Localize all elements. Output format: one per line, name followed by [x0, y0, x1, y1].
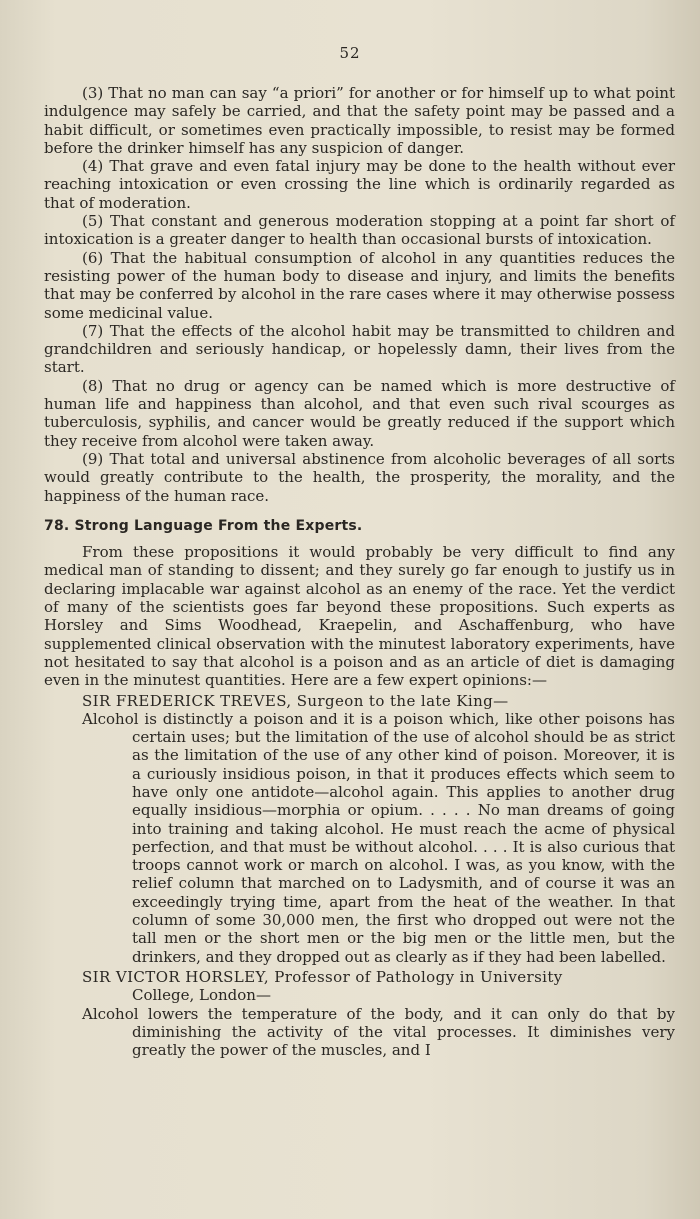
section-heading: 78. Strong Language From the Experts.: [44, 517, 363, 534]
proposition-8: (8) That no drug or agency can be named which is more destructive of human life and happiness than alcohol, and that even such rival scourges as tuberculosis, syphilis, and cancer would be greatly reduced if the support which they receive from alcohol were taken away.: [44, 376, 675, 450]
proposition-3: (3) That no man can say “a priori” for another or for himself up to what point indulgence may safely be carried, and that the safety point may be passed and a habit difficult, or sometimes even practically impossible, to resist may be formed before the drinker himself has any suspicion of danger.: [44, 84, 675, 157]
expert-title-continued: College, London—: [132, 986, 271, 1005]
page-body: [44, 84, 675, 1059]
section-intro: From these propositions it would probably be very difficult to find any medical man of standing to dissent; and they surely go far enough to justify us in declaring implacable war against alcohol as an enemy of the race. Yet the verdict of many of the scientists goes far beyond these propositions. Such experts as Horsley and Sims Woodhead, Kraepelin, and Aschaffenburg, who have supplemented clinical observation with the minutest laboratory experiments, have not hesitated to say that alcohol is a poison and as an article of diet is damaging even in the minutest quantities. Here are a few expert opinions:—: [44, 543, 675, 690]
expert-quote: Alcohol is distinctly a poison and it is a poison which, like other poisons has certain uses; but the limitation of the use of alcohol should be as strict as the limitation of the use of any other kind of poison. Moreover, it is a curiously insidious poison, in that it produces effects which seem to have only one antidote—alcohol again. This applies to another drug equally insidious—morphia or opium. . . . . No man dreams of going into training and taking alcohol. He must reach the acme of physical perfection, and that must be without alcohol. . . . It is also curious that troops cannot work or march on alcohol. I was, as you know, with the relief column that marched on to Ladysmith, and of course it was an exceedingly trying time, apart from the heat of the weather. In that column of some 30,000 men, the first who dropped out were not the tall men or the short men or the big men or the little men, but the drinkers, and they dropped out as clearly as if they had been labelled.: [82, 709, 675, 966]
proposition-5: (5) That constant and generous moderation stopping at a point far short of intoxication is a greater danger to health than occasional bursts of intoxication.: [44, 212, 675, 249]
expert-name: SIR FREDERICK TREVES,: [82, 691, 292, 710]
expert-name: SIR VICTOR HORSLEY,: [82, 967, 270, 986]
proposition-9: (9) That total and universal abstinence from alcoholic beverages of all sorts would greatly contribute to the health, the prosperity, the morality, and the happiness of the human race.: [44, 449, 675, 505]
expert-title: Surgeon to the late King—: [296, 691, 509, 710]
expert-attribution: [82, 968, 675, 986]
expert-title: Professor of Pathology in University: [274, 967, 563, 986]
proposition-7: (7) That the effects of the alcohol habit may be transmitted to children and grandchildren and seriously handicap, or hopelessly damn, their lives from the start.: [44, 321, 675, 377]
expert-quote: Alcohol lowers the temperature of the body, and it can only do that by diminishing the activity of the vital processes. It diminishes very greatly the power of the muscles, and I: [82, 1004, 675, 1060]
expert-opinion-treves: [44, 692, 675, 966]
expert-opinion-horsley: [44, 968, 675, 1059]
proposition-6: (6) That the habitual consumption of alcohol in any quantities reduces the resisting power of the human body to disease and injury, and limits the benefits that may be conferred by alcohol in the rare cases where it may otherwise possess some medicinal value.: [44, 248, 675, 322]
expert-attribution: [82, 692, 675, 710]
page-number: 52: [339, 44, 361, 62]
proposition-4: (4) That grave and even fatal injury may be done to the health without ever reaching intoxication or even crossing the line which is ordinarily regarded as that of moderation.: [44, 157, 675, 212]
